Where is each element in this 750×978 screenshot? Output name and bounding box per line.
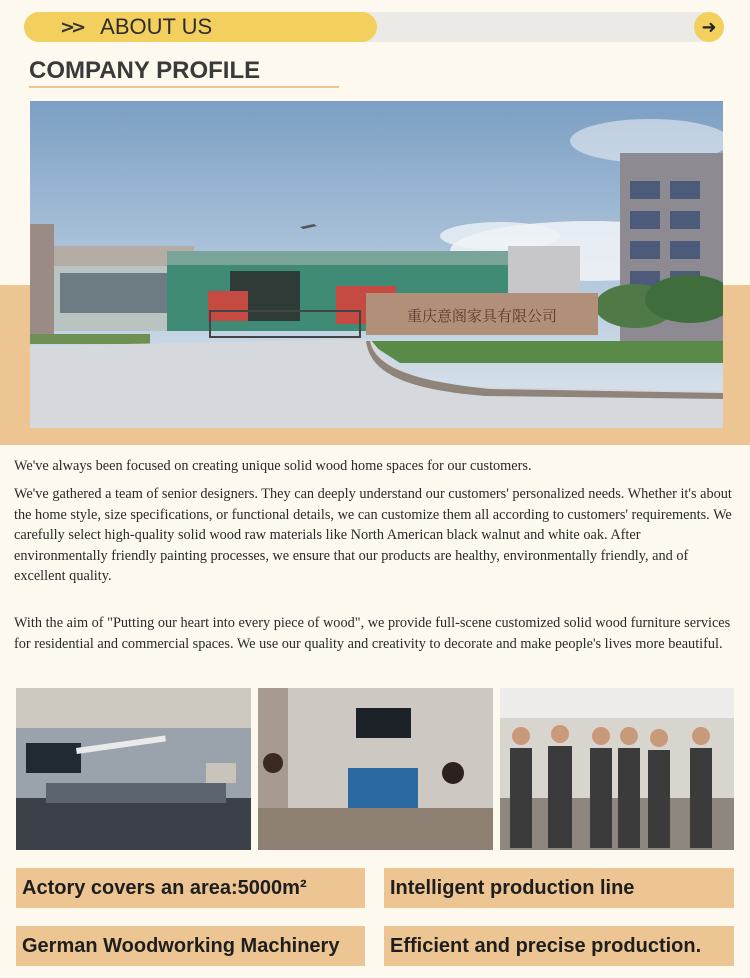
office-photo-1 bbox=[16, 688, 251, 850]
paragraph-2: We've gathered a team of senior designers. They can deeply understand our customers' personalized needs. Whether it's about the home style, size specifications, or functional details, we can customize them all according to customers' requirements. We carefully select high-quality solid wood raw materials like North American black walnut and white oak. After environmentally friendly painting processes, we ensure that our products are healthy, environmentally friendly, and of excellent quality. bbox=[14, 486, 732, 584]
about-us-pill bbox=[24, 12, 377, 42]
double-chevron-icon: >> bbox=[60, 16, 83, 38]
section-title: COMPANY PROFILE bbox=[29, 57, 261, 84]
factory-photo bbox=[30, 101, 723, 428]
feature-factory-area: Actory covers an area:5000m² bbox=[16, 868, 365, 908]
arrow-right-icon[interactable]: ➜ bbox=[694, 12, 724, 42]
about-us-header-bar bbox=[24, 12, 724, 42]
factory-illustration bbox=[30, 101, 723, 428]
title-underline bbox=[29, 86, 339, 88]
feature-woodworking-machinery: German Woodworking Machinery bbox=[16, 926, 365, 966]
sign-text: 重庆意阁家具有限公司 bbox=[406, 307, 558, 325]
feature-production-line: Intelligent production line bbox=[384, 868, 734, 908]
paragraph-1: We've always been focused on creating unique solid wood home spaces for our customers. bbox=[14, 458, 532, 474]
paragraph-3: With the aim of "Putting our heart into every piece of wood", we provide full-scene customized solid wood furniture services for residential and commercial spaces. We use our quality and creativity to decorate and make people's lives more beautiful. bbox=[14, 615, 731, 652]
feature-efficient-production: Efficient and precise production. bbox=[384, 926, 734, 966]
team-photo bbox=[500, 688, 734, 850]
header-title: ABOUT US bbox=[100, 14, 213, 39]
office-photo-2 bbox=[258, 688, 493, 850]
